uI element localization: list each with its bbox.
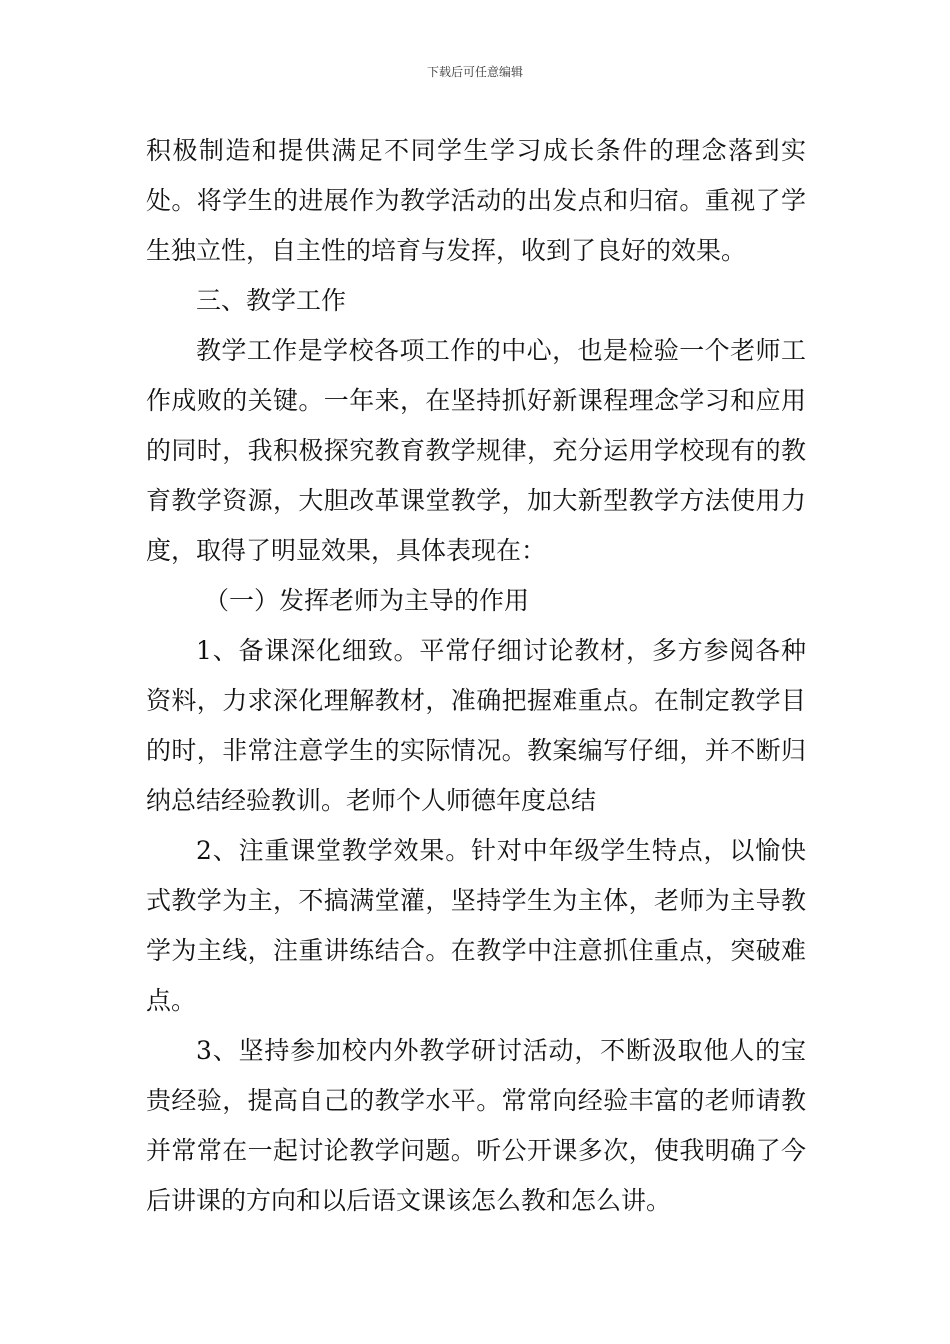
paragraph-item-3: 3、坚持参加校内外教学研讨活动，不断汲取他人的宝贵经验，提高自己的教学水平。常常向经验丰富的老师请教并常常在一起讨论教学问题。听公开课多次，使我明确了今后讲课的方向和以后语文课该怎么教和怎么讲。 xyxy=(146,1036,806,1215)
paragraph-intro-continuation: 积极制造和提供满足不同学生学习成长条件的理念落到实处。将学生的进展作为教学活动的出发点和归宿。重视了学生独立性，自主性的培育与发挥，收到了良好的效果。 xyxy=(146,136,806,265)
paragraph-item-1: 1、备课深化细致。平常仔细讨论教材，多方参阅各种资料，力求深化理解教材，准确把握难重点。在制定教学目的时，非常注意学生的实际情况。教案编写仔细，并不断归纳总结经验教训。老师个人师德年度总结 xyxy=(146,636,806,815)
subsection-heading-teacher-role: （一）发挥老师为主导的作用 xyxy=(204,586,530,615)
document-body xyxy=(146,126,806,1226)
section-heading-teaching-work: 三、教学工作 xyxy=(196,286,347,315)
paragraph-item-2: 2、注重课堂教学效果。针对中年级学生特点，以愉快式教学为主，不搞满堂灌，坚持学生为主体，老师为主导教学为主线，注重讲练结合。在教学中注意抓住重点，突破难点。 xyxy=(146,836,806,1015)
page-header: 下载后可任意编辑 xyxy=(426,65,523,79)
paragraph-teaching-work: 教学工作是学校各项工作的中心，也是检验一个老师工作成败的关键。一年来，在坚持抓好新课程理念学习和应用的同时，我积极探究教育教学规律，充分运用学校现有的教育教学资源，大胆改革课堂教学，加大新型教学方法使用力度，取得了明显效果，具体表现在： xyxy=(146,336,806,565)
